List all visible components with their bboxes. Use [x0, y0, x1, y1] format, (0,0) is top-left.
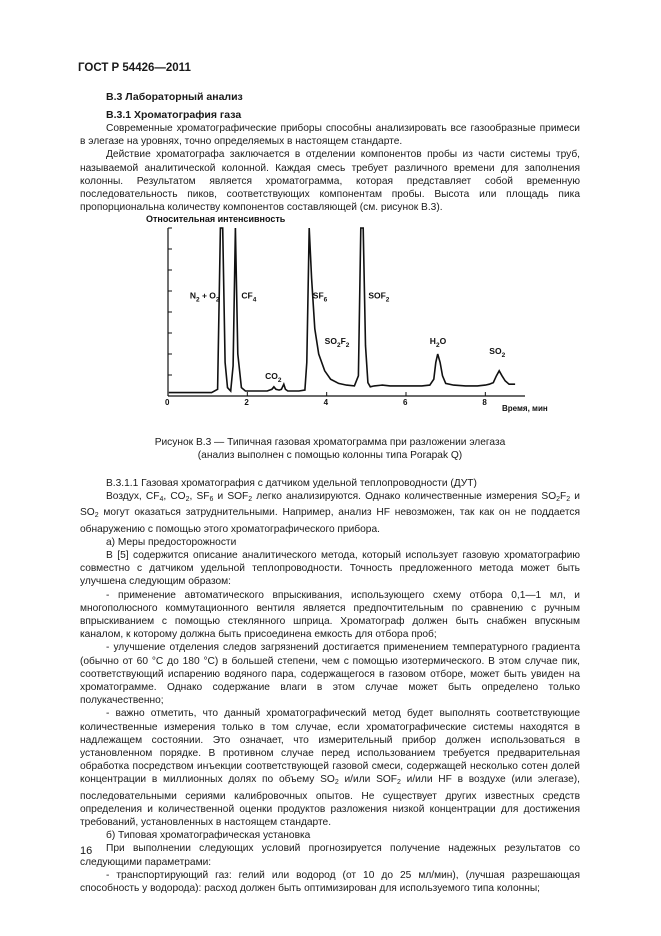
peak-label: SO2: [489, 346, 506, 359]
paragraph-b-title: б) Типовая хроматографическая установка: [106, 830, 311, 842]
intro-paragraph-2: Действие хроматографа заключается в отделении компонентов пробы из части системы труб, называемой аналитической колонной. Каждая смесь требует различного времени для заполнения колонны. Результатом является хроматограмма, которая представляет собой временную последовательность пиков, соответствующих компонентам пробы. Высота или площадь пика пропорциональна количеству компонентов составляющей (см. рисунок В.3).: [80, 149, 580, 214]
paragraph-a-2: - применение автоматического впрыскивания, использующего схему отбора 0,1—1 мл, и многополюсного коммутационного вентиля является предпочтительным по сравнению с ручным впрыскиванием с помощью стеклянного шприца. Хроматограф должен быть снабжен впускным каналом, к которому должна быть присоединена емкость для отбора проб;: [80, 589, 580, 641]
y-axis-label: Относительная интенсивность: [146, 214, 286, 224]
x-tick-label: 0: [165, 398, 170, 407]
paragraph-a-4: - важно отметить, что данный хроматографический метод будет выполнять соответствующие количественные измерения только в том случае, если хроматографические системы находятся в надлежащем состоянии. Это означает, что измерительный прибор должен использоваться в установленном порядке. В противном случае перед использованием требуется предварительная обработка посредством инъекции соответствующей газовой смеси, содержащей несколько сотен долей концентрации в миллионных долях по объему $SO_2$ и/или $SOF_2$ и/или HF в воздухе (или элегазе), последовательными сериями калибровочных опытов. Не существует других известных средств определения и количественной оценки продуктов разложения низкой концентрации для достижения требований, установленных в настоящем стандарте.: [80, 708, 580, 829]
chromatogram-trace: [169, 228, 515, 393]
paragraph-b-2: - транспортирующий газ: гелий или водород (от 10 до 25 мл/мин), (лучшая разрешающая способность у водорода): расход должен быть оптимизирован для используемого типа колонны;: [80, 869, 580, 895]
peak-label: SF6: [312, 290, 328, 304]
paragraph-air: Воздух, $CF_4$, $CO_2$, $SF_6$ и $SOF_2$ легко анализируются. Однако количественные измерения $SO_2F_2$ и $SO_2$ могут оказаться затруднительными. Например, анализ HF невозможен, так как он не поддается обнаружению с помощью этого хроматографического прибора.: [80, 491, 580, 535]
peak-label: SOF2: [368, 290, 390, 304]
peak-label: CF4: [241, 290, 257, 304]
peak-label: CO2: [265, 371, 282, 385]
paragraph-a-title: а) Меры предосторожности: [106, 536, 237, 548]
peak-label: H2O: [429, 335, 447, 349]
paragraph-b-1: При выполнении следующих условий прогнозируется получение надежных результатов со следующими параметрами:: [80, 843, 580, 868]
subsection-text: [80, 477, 580, 895]
page-number: 16: [80, 845, 93, 857]
figure-caption-line-1: Рисунок В.3 — Типичная газовая хроматограмма при разложении элегаза: [154, 437, 506, 448]
x-axis-label: Время, мин: [502, 404, 548, 413]
x-tick-label: 8: [482, 398, 487, 407]
intro-paragraph-1: Современные хроматографические приборы способны анализировать все газообразные примеси в элегазе на уровнях, точно определяемых в настоящем стандарте.: [80, 123, 580, 148]
x-tick-label: 6: [403, 398, 408, 407]
subsection-title: В.3.1.1 Газовая хроматография с датчиком удельной теплопроводности (ДУТ): [106, 478, 477, 489]
peak-label: SO2F2: [324, 335, 350, 349]
chromatogram-figure: [146, 210, 548, 435]
peak-label: N2 + O2: [189, 290, 220, 304]
paragraph-a-3: - улучшение отделения следов загрязнений достигается применением температурного градиента (обычно от 60 °С до 180 °С) в большей степени, чем с помощью изотермического. В этом случае пик, соответствующий испарению водяного пара, содержащегося в газовом отборе, может быть увиден на хроматограмме. Однако содержание влаги в этом случае может быть определено только полукачественно;: [80, 642, 580, 707]
section-b31-title: В.3.1 Хроматография газа: [106, 109, 242, 121]
figure-caption: [80, 436, 580, 462]
figure-caption-line-2: (анализ выполнен с помощью колонны типа Porapak Q): [197, 450, 463, 461]
x-tick-label: 2: [244, 398, 249, 407]
x-tick-label: 4: [323, 398, 329, 407]
intro-text: [80, 122, 580, 214]
page-header: ГОСТ Р 54426—2011: [78, 62, 191, 74]
section-b3-title: В.3 Лабораторный анализ: [106, 91, 243, 103]
paragraph-a-1: В [5] содержится описание аналитического метода, который использует газовую хроматографию совместно с датчиком удельной теплопроводности. Точность предложенного метода может быть улучшена следующим образом:: [80, 550, 580, 588]
